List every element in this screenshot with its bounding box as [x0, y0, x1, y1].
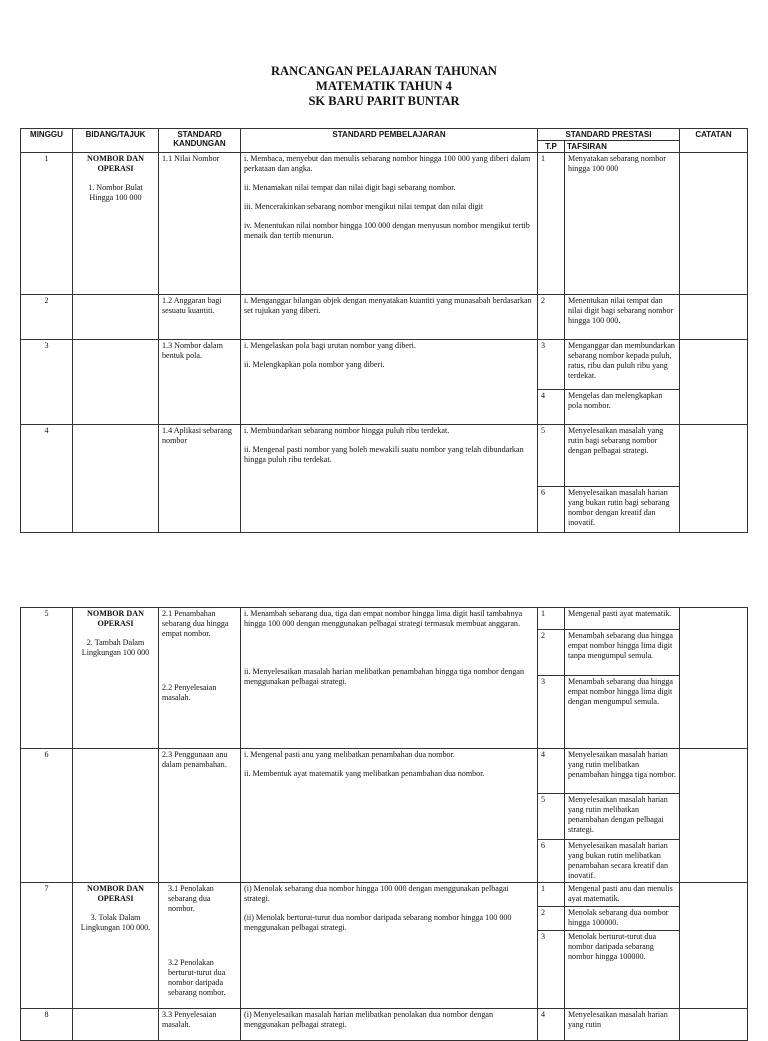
tafsiran-cell: Menolak berturut-turut dua nombor daripada sebarang nombor hingga 100000. [565, 930, 680, 1008]
catatan-cell [680, 749, 748, 883]
kandungan-item: 3.3 Penyelesaian masalah. [162, 1010, 217, 1029]
tp-cell: 3 [538, 340, 565, 390]
kandungan-cell [159, 883, 241, 1009]
pembelajaran-item: ii. Menamakan nilai tempat dan nilai digit bagi sebarang nombor. [244, 183, 456, 192]
tp-cell: 6 [538, 840, 565, 883]
header-standard-pembelajaran: STANDARD PEMBELAJARAN [241, 129, 538, 153]
bidang-cell [73, 295, 159, 340]
tafsiran-cell: Menyelesaikan masalah yang rutin bagi sebarang nombor dengan pelbagai strategi. [565, 425, 680, 487]
pembelajaran-cell [241, 153, 538, 295]
pembelajaran-cell [241, 295, 538, 340]
header-bidang: BIDANG/TAJUK [73, 129, 159, 153]
kandungan-cell [159, 295, 241, 340]
bidang-cell [73, 425, 159, 533]
bidang-topic: 3. Tolak Dalam Lingkungan 100 000. [80, 913, 151, 932]
tafsiran-cell: Menyelesaikan masalah harian yang bukan rutin bagi sebarang nombor dengan kreatif dan inovatif. [565, 487, 680, 533]
header-minggu: MINGGU [21, 129, 73, 153]
tafsiran-cell: Menambah sebarang dua hingga empat nombor hingga lima digit dengan mengumpul semula. [565, 676, 680, 749]
tp-cell: 1 [538, 153, 565, 295]
table-row [21, 883, 748, 907]
table-row [21, 608, 748, 630]
kandungan-item: 2.1 Penambahan sebarang dua hingga empat nombor. [162, 609, 229, 638]
kandungan-cell [159, 340, 241, 425]
minggu-cell: 1 [21, 153, 73, 295]
tafsiran-cell: Menyelesaikan masalah harian yang rutin [565, 1009, 680, 1041]
kandungan-item: 1.3 Nombor dalam bentuk pola. [162, 341, 223, 360]
pembelajaran-item: i. Membaca, menyebut dan menulis sebarang nombor hingga 100 000 yang diberi dalam perkataan dan angka. [244, 154, 531, 173]
tp-cell: 2 [538, 906, 565, 930]
table-row [21, 153, 748, 295]
tafsiran-cell: Mengenal pasti ayat matematik. [565, 608, 680, 630]
header-tp: T.P [538, 141, 565, 153]
tp-cell: 2 [538, 295, 565, 340]
bidang-cell [73, 608, 159, 749]
pembelajaran-item: ii. Membentuk ayat matematik yang melibatkan penambahan dua nombor. [244, 769, 485, 778]
lesson-plan-table-2 [20, 607, 748, 1041]
pembelajaran-item: i. Menganggar bilangan objek dengan menyatakan kuantiti yang munasabah berdasarkan set rujukan yang diberi. [244, 296, 532, 315]
tp-cell: 4 [538, 749, 565, 794]
bidang-title: NOMBOR DAN OPERASI [87, 609, 144, 628]
tafsiran-cell: Menganggar dan membundarkan sebarang nombor kepada puluh, ratus, ribu dan puluh ribu yang terdekat. [565, 340, 680, 390]
kandungan-cell [159, 608, 241, 749]
table-header-row [21, 129, 748, 141]
bidang-cell [73, 883, 159, 1009]
tafsiran-cell: Menambah sebarang dua hingga empat nombor hingga lima digit tanpa mengumpul semula. [565, 630, 680, 676]
tp-cell: 1 [538, 883, 565, 907]
table-row [21, 749, 748, 794]
pembelajaran-item: ii. Melengkapkan pola nombor yang diberi. [244, 360, 385, 369]
lesson-plan-table-1 [20, 128, 748, 533]
tp-cell: 1 [538, 608, 565, 630]
tp-cell: 5 [538, 425, 565, 487]
minggu-cell: 5 [21, 608, 73, 749]
tafsiran-cell: Menyelesaikan masalah harian yang rutin melibatkan penambahan dengan pelbagai strategi. [565, 794, 680, 840]
kandungan-item: 1.1 Nilai Nombor [162, 154, 220, 163]
page-title [0, 64, 768, 109]
kandungan-item: 3.2 Penolakan berturut-turut dua nombor daripada sebarang nombor. [168, 958, 226, 997]
catatan-cell [680, 340, 748, 425]
bidang-title: NOMBOR DAN OPERASI [87, 884, 144, 903]
table-2-body [21, 608, 748, 1041]
pembelajaran-item: ii. Mengenal pasti nombor yang boleh mewakili suatu nombor yang telah dibundarkan hingga puluh ribu terdekat. [244, 445, 524, 464]
pembelajaran-cell [241, 1009, 538, 1041]
minggu-cell: 6 [21, 749, 73, 883]
pembelajaran-item: iv. Menentukan nilai nombor hingga 100 000 dengan menyusun nombor mengikut tertib menaik dan tertib menurun. [244, 221, 530, 240]
bidang-cell [73, 340, 159, 425]
tp-cell: 3 [538, 676, 565, 749]
minggu-cell: 3 [21, 340, 73, 425]
table-row [21, 340, 748, 390]
table-1-body [21, 153, 748, 533]
kandungan-item: 1.4 Aplikasi sebarang nombor [162, 426, 232, 445]
pembelajaran-cell [241, 425, 538, 533]
bidang-topic: 2. Tambah Dalam Lingkungan 100 000 [81, 638, 150, 657]
tafsiran-cell: Mengenal pasti anu dan menulis ayat matematik. [565, 883, 680, 907]
tafsiran-cell: Menyelesaikan masalah harian yang bukan rutin melibatkan penambahan secara kreatif dan inovatif. [565, 840, 680, 883]
title-line-2: MATEMATIK TAHUN 4 [316, 79, 452, 93]
tp-cell: 2 [538, 630, 565, 676]
tp-cell: 4 [538, 390, 565, 425]
kandungan-cell [159, 153, 241, 295]
title-line-1: RANCANGAN PELAJARAN TAHUNAN [271, 64, 497, 78]
minggu-cell: 2 [21, 295, 73, 340]
catatan-cell [680, 153, 748, 295]
pembelajaran-item: i. Membundarkan sebarang nombor hingga puluh ribu terdekat. [244, 426, 450, 435]
catatan-cell [680, 295, 748, 340]
pembelajaran-cell [241, 883, 538, 1009]
kandungan-cell [159, 749, 241, 883]
tp-cell: 3 [538, 930, 565, 1008]
pembelajaran-cell [241, 340, 538, 425]
tp-cell: 6 [538, 487, 565, 533]
tp-cell: 5 [538, 794, 565, 840]
kandungan-item: 2.2 Penyelesaian masalah. [162, 683, 217, 702]
kandungan-cell [159, 425, 241, 533]
pembelajaran-item: i. Menambah sebarang dua, tiga dan empat nombor hingga lima digit hasil tambahnya hingga 100 000 dengan menggunakan pelbagai strategi termasuk membuat anggaran. [244, 609, 523, 628]
catatan-cell [680, 883, 748, 1009]
pembelajaran-item: (i) Menyelesaikan masalah harian melibatkan penolakan dua nombor dengan menggunakan pelbagai strategi. [244, 1010, 494, 1029]
header-standard-prestasi: STANDARD PRESTASI [538, 129, 680, 141]
pembelajaran-item: ii. Menyelesaikan masalah harian melibatkan penambahan hingga tiga nombor dengan menggunakan pelbagai strategi. [244, 667, 525, 686]
pembelajaran-item: (i) Menolak sebarang dua nombor hingga 100 000 dengan menggunakan pelbagai strategi. [244, 884, 509, 903]
bidang-cell [73, 749, 159, 883]
bidang-cell [73, 1009, 159, 1041]
kandungan-item: 1.2 Anggaran bagi sesuatu kuantiti. [162, 296, 222, 315]
minggu-cell: 4 [21, 425, 73, 533]
pembelajaran-cell [241, 749, 538, 883]
tafsiran-cell: Mengelas dan melengkapkan pola nombor. [565, 390, 680, 425]
minggu-cell: 8 [21, 1009, 73, 1041]
kandungan-item: 3.1 Penolakan sebarang dua nombor. [168, 884, 214, 913]
tp-cell: 4 [538, 1009, 565, 1041]
kandungan-cell [159, 1009, 241, 1041]
title-line-3: SK BARU PARIT BUNTAR [308, 94, 460, 108]
header-standard-kandungan: STANDARD KANDUNGAN [159, 129, 241, 153]
catatan-cell [680, 608, 748, 749]
minggu-cell: 7 [21, 883, 73, 1009]
kandungan-item: 2.3 Penggunaan anu dalam penambahan. [162, 750, 228, 769]
pembelajaran-cell [241, 608, 538, 749]
pembelajaran-item: i. Mengelaskan pola bagi urutan nombor yang diberi. [244, 341, 416, 350]
tafsiran-cell: Menyelesaikan masalah harian yang rutin melibatkan penambahan hingga tiga nombor. [565, 749, 680, 794]
pembelajaran-item: i. Mengenal pasti anu yang melibatkan penambahan dua nombor. [244, 750, 455, 759]
pembelajaran-item: (ii) Menolak berturut-turut dua nombor daripada sebarang nombor hingga 100 000 menggunakan pelbagai strategi. [244, 913, 512, 932]
header-tafsiran: TAFSIRAN [565, 141, 680, 153]
catatan-cell [680, 1009, 748, 1041]
catatan-cell [680, 425, 748, 533]
bidang-cell [73, 153, 159, 295]
header-catatan: CATATAN [680, 129, 748, 153]
tafsiran-cell: Menolak sebarang dua nombor hingga 100000. [565, 906, 680, 930]
table-row [21, 295, 748, 340]
pembelajaran-item: iii. Mencerakinkan sebarang nombor mengikut nilai tempat dan nilai digit [244, 202, 484, 211]
tafsiran-cell: Menyatakan sebarang nombor hingga 100 000 [565, 153, 680, 295]
table-row [21, 1009, 748, 1041]
tafsiran-cell: Menentukan nilai tempat dan nilai digit bagi sebarang nombor hingga 100 000. [565, 295, 680, 340]
bidang-topic: 1. Nombor Bulat Hingga 100 000 [88, 183, 143, 202]
table-row [21, 425, 748, 487]
bidang-title: NOMBOR DAN OPERASI [87, 154, 144, 173]
